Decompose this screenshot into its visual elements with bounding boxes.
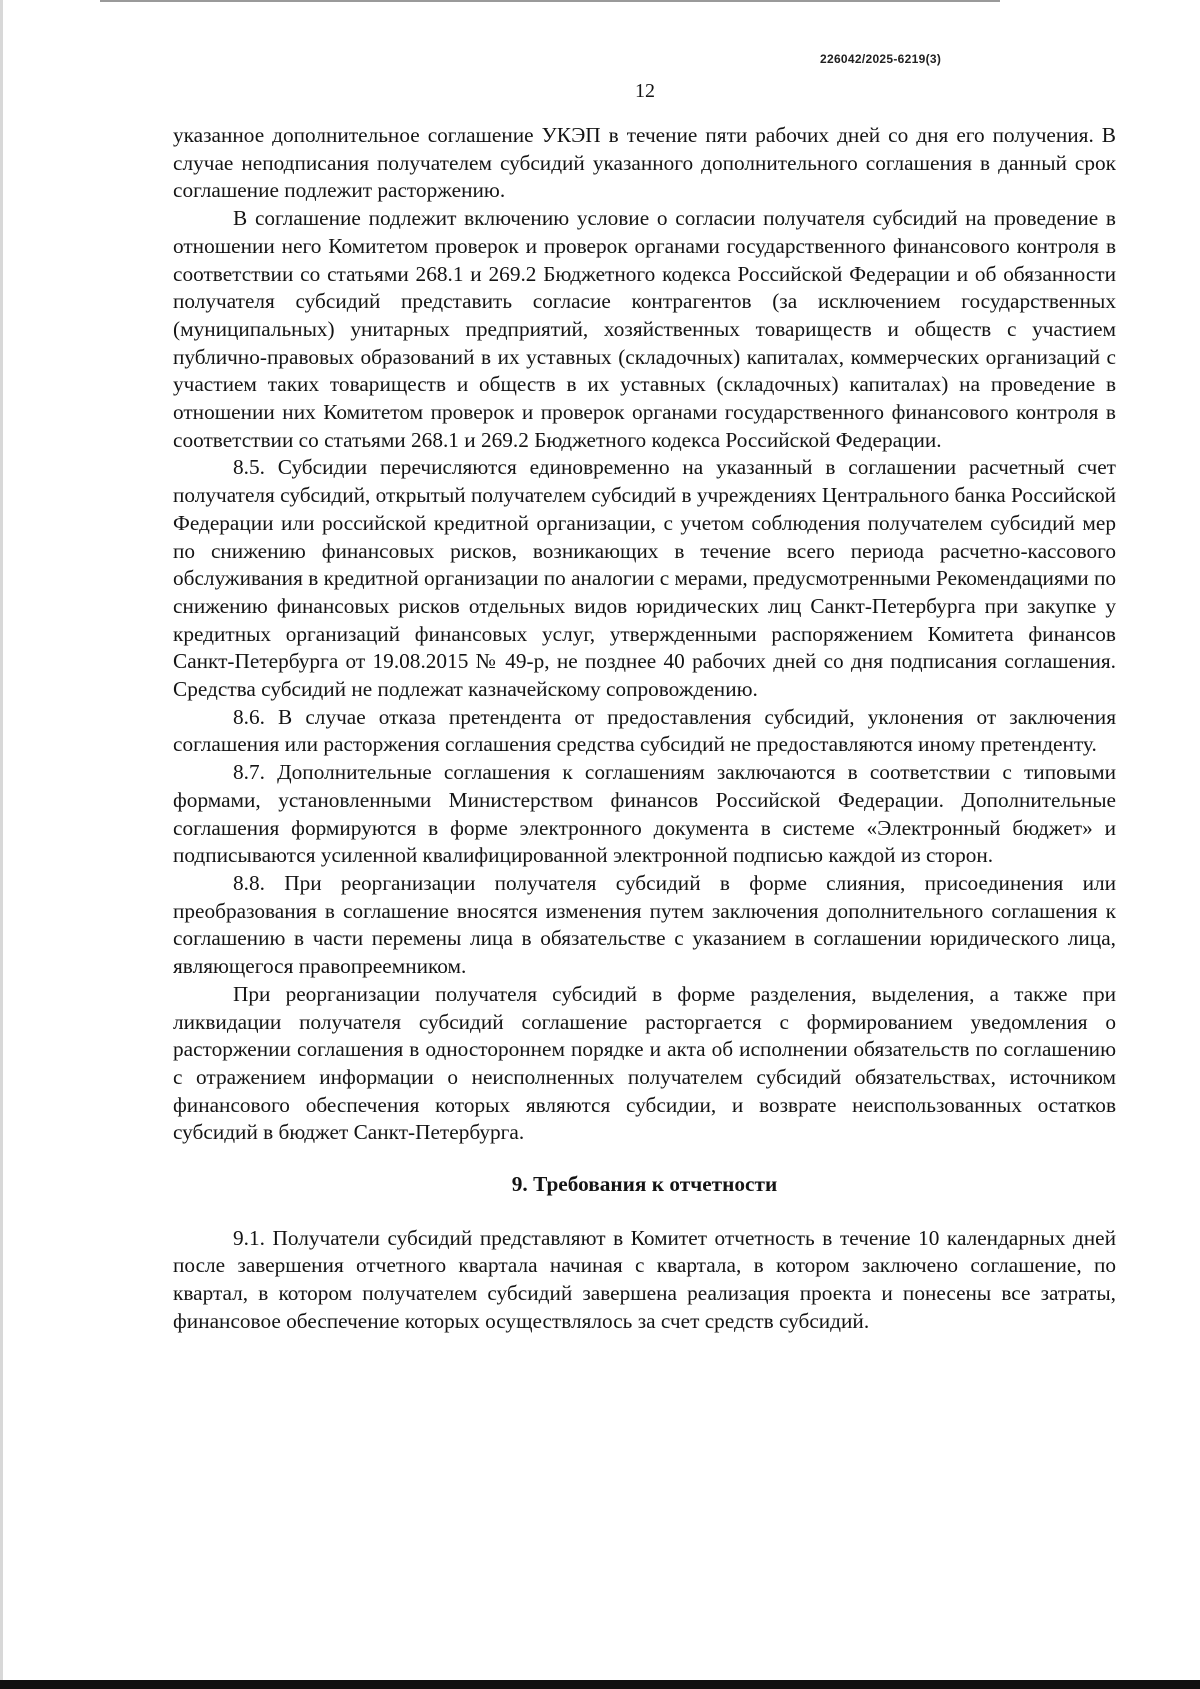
document-body [173, 122, 1116, 1336]
section-heading: 9. Требования к отчетности [511, 1172, 778, 1197]
paragraph-consent-condition: В соглашение подлежит включению условие о согласии получателя субсидий на проведение в отношении него Комитетом проверок и проверок органами государственного финансового контроля в соответствии со статьями 268.1 и 269.2 Бюджетного кодекса Российской Федерации и об обязанности получателя субсидий представить согласие контрагентов (за исключением государственных (муниципальных) унитарных предприятий, хозяйственных товариществ и обществ с участием публично-правовых образований в их уставных (складочных) капиталах, коммерческих организаций с участием таких товариществ и обществ в их уставных (складочных) капиталах) на проведение в отношении них Комитетом проверок и проверок органами государственного финансового контроля в соответствии со статьями 268.1 и 269.2 Бюджетного кодекса Российской Федерации. [173, 206, 1116, 452]
paragraph-8-5: 8.5. Субсидии перечисляются единовременно на указанный в соглашении расчетный счет получателя субсидий, открытый получателем субсидий в учреждениях Центрального банка Российской Федерации или российской кредитной организации, с учетом соблюдения получателем субсидий мер по снижению финансовых рисков, возникающих в течение всего периода расчетно-кассового обслуживания в кредитной организации по аналогии с мерами, предусмотренными Рекомендациями по снижению финансовых рисков отдельных видов юридических лиц Санкт-Петербурга при закупке у кредитных организаций финансовых услуг, утвержденными распоряжением Комитета финансов Санкт-Петербурга от 19.08.2015 № 49-р, не позднее 40 рабочих дней со дня подписания соглашения. Средства субсидий не подлежат казначейскому сопровождению. [173, 455, 1116, 702]
page-number: 12 [635, 80, 655, 102]
document-number: 226042/2025-6219(3) [820, 52, 942, 66]
paragraph-8-6: 8.6. В случае отказа претендента от предоставления субсидий, уклонения от заключения соглашения или расторжения соглашения средства субсидий не предоставляются иному претенденту. [173, 704, 1116, 757]
paragraph-9-1: 9.1. Получатели субсидий представляют в Комитет отчетность в течение 10 календарных дней после завершения отчетного квартала начиная с квартала, в котором заключено соглашение, по квартал, в котором получателем субсидий завершена реализация проекта и понесены все затраты, финансовое обеспечение которых осуществлялось за счет средств субсидий. [173, 1225, 1116, 1333]
paragraph-continuation: указанное дополнительное соглашение УКЭП в течение пяти рабочих дней со дня его получения. В случае неподписания получателем субсидий указанного дополнительного соглашения в данный срок соглашение подлежит расторжению. [173, 123, 1116, 203]
paragraph-8-7: 8.7. Дополнительные соглашения к соглашениям заключаются в соответствии с типовыми формами, установленными Министерством финансов Российской Федерации. Дополнительные соглашения формируются в форме электронного документа в системе «Электронный бюджет» и подписываются усиленной квалифицированной электронной подписью каждой из сторон. [173, 760, 1116, 868]
scan-left-edge [0, 0, 3, 1689]
paragraph-8-8: 8.8. При реорганизации получателя субсидий в форме слияния, присоединения или преобразования в соглашение вносятся изменения путем заключения дополнительного соглашения к соглашению в части перемены лица в обязательстве с указанием в соглашении юридического лица, являющегося правопреемником. [173, 870, 1116, 979]
scan-bottom-edge [0, 1680, 1200, 1689]
paragraph-reorganization: При реорганизации получателя субсидий в форме разделения, выделения, а также при ликвидации получателя субсидий соглашение расторгается с формированием уведомления о расторжении соглашения в одностороннем порядке и акта об исполнении обязательств по соглашению с отражением информации о неисполненных получателем субсидий обязательствах, источником финансового обеспечения которых являются субсидии, и возврате неиспользованных остатков субсидий в бюджет Санкт-Петербурга. [173, 981, 1116, 1145]
top-scan-line [100, 0, 1000, 2]
